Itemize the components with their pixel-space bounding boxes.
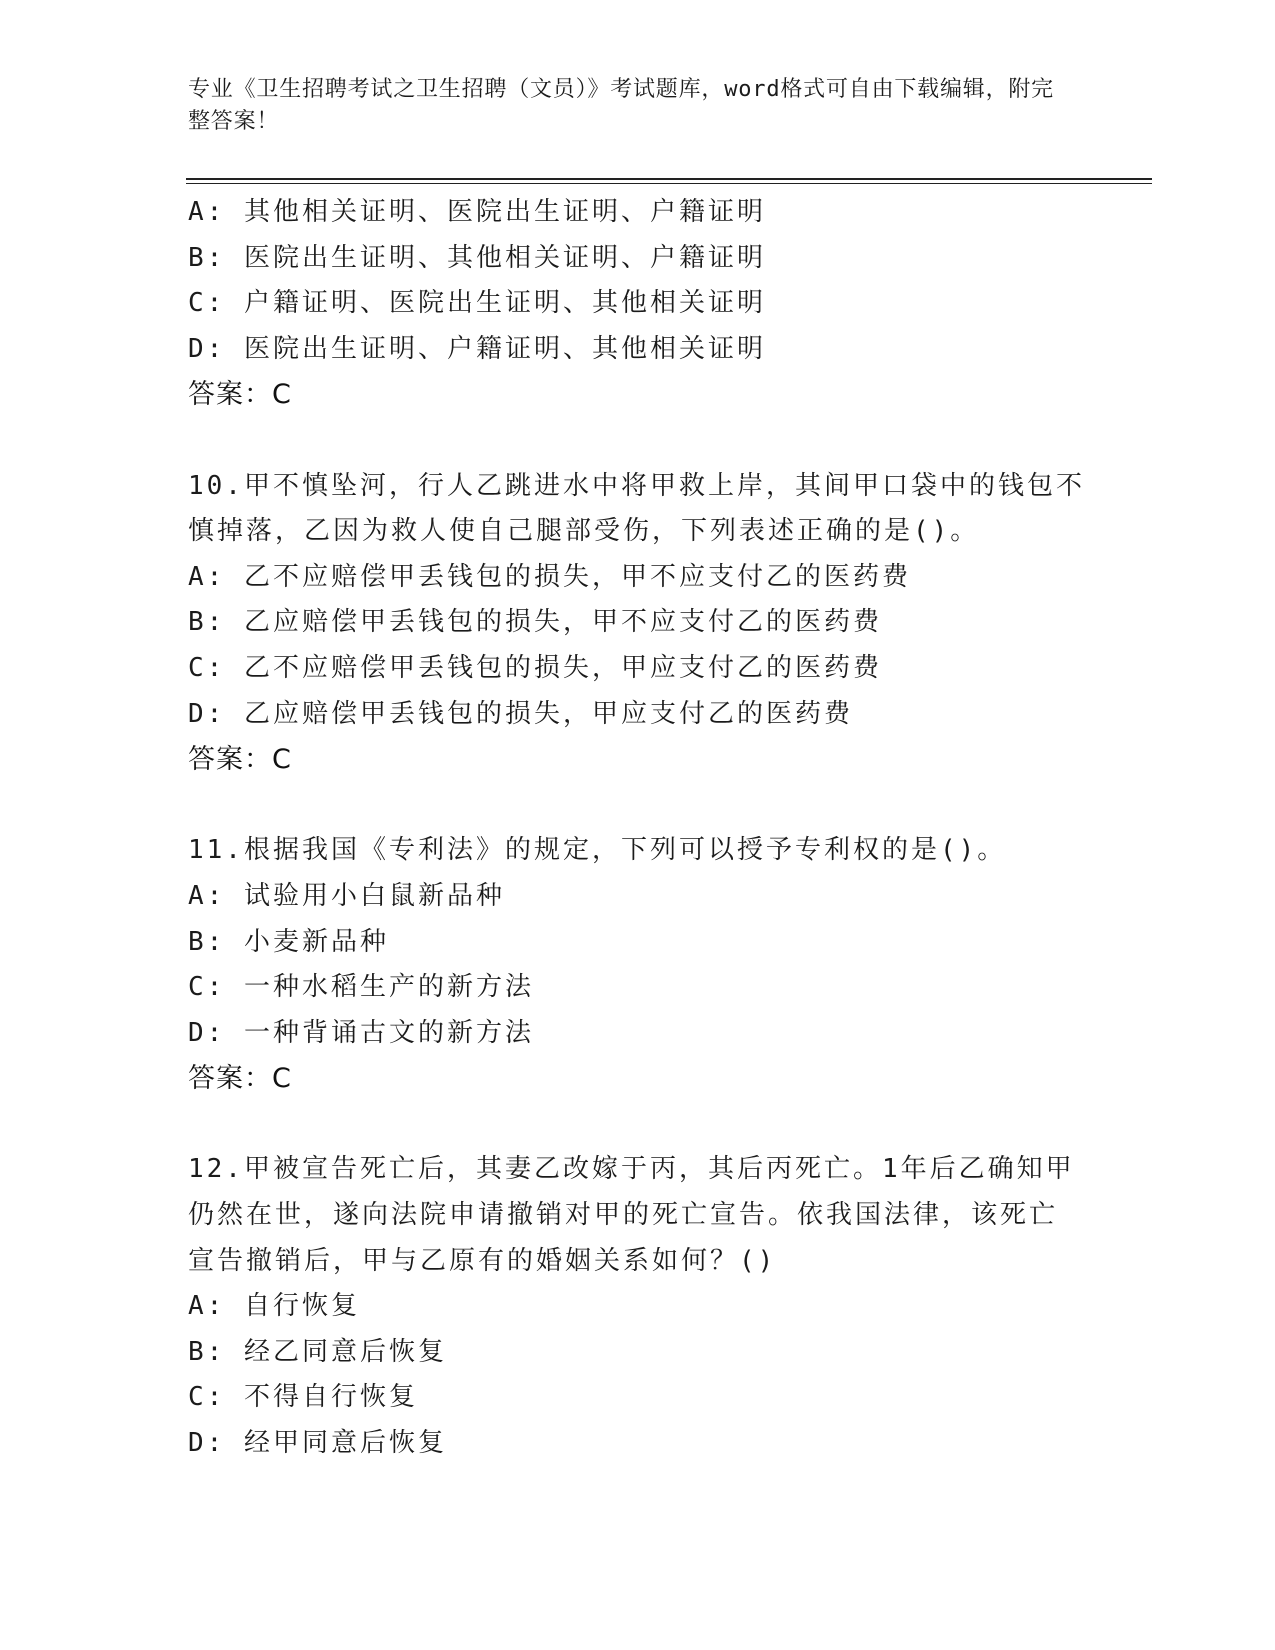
option-c: C: 户籍证明、医院出生证明、其他相关证明 bbox=[188, 288, 766, 319]
option-c: C: 不得自行恢复 bbox=[188, 1382, 418, 1413]
question-text-line: 慎掉落，乙因为救人使自己腿部受伤，下列表述正确的是()。 bbox=[188, 516, 980, 547]
document-header: 专业《卫生招聘考试之卫生招聘（文员）》考试题库，word格式可自由下载编辑，附完整答案！ bbox=[188, 77, 1054, 134]
answer-line: 答案：C bbox=[188, 379, 292, 411]
question-10 bbox=[188, 464, 1088, 783]
option-b: B: 经乙同意后恢复 bbox=[188, 1336, 447, 1367]
question-text-line: 宣告撤销后，甲与乙原有的婚姻关系如何？() bbox=[188, 1245, 777, 1276]
option-c: C: 一种水稻生产的新方法 bbox=[188, 972, 534, 1003]
header-rule-thick bbox=[186, 178, 1152, 180]
question-text-line: 仍然在世，遂向法院申请撤销对甲的死亡宣告。依我国法律，该死亡 bbox=[188, 1200, 1059, 1231]
option-d: D: 经甲同意后恢复 bbox=[188, 1428, 447, 1459]
option-d: D: 乙应赔偿甲丢钱包的损失，甲应支付乙的医药费 bbox=[188, 698, 853, 729]
option-a: A: 其他相关证明、医院出生证明、户籍证明 bbox=[188, 197, 766, 227]
question-list bbox=[188, 190, 1088, 1467]
option-d: D: 医院出生证明、户籍证明、其他相关证明 bbox=[188, 333, 766, 364]
option-b: B: 小麦新品种 bbox=[188, 926, 389, 957]
question-12 bbox=[188, 1147, 1088, 1466]
option-c: C: 乙不应赔偿甲丢钱包的损失，甲应支付乙的医药费 bbox=[188, 652, 882, 683]
partial-question bbox=[188, 190, 1088, 418]
option-a: A: 自行恢复 bbox=[188, 1291, 360, 1322]
answer-line: 答案：C bbox=[188, 744, 292, 776]
option-d: D: 一种背诵古文的新方法 bbox=[188, 1017, 534, 1048]
header-rule-thin bbox=[186, 183, 1152, 184]
answer-line: 答案：C bbox=[188, 1063, 292, 1095]
option-b: B: 乙应赔偿甲丢钱包的损失，甲不应支付乙的医药费 bbox=[188, 607, 882, 638]
question-text-line: 12.甲被宣告死亡后，其妻乙改嫁于丙，其后丙死亡。1年后乙确知甲 bbox=[188, 1154, 1075, 1185]
option-a: A: 试验用小白鼠新品种 bbox=[188, 880, 505, 911]
option-b: B: 医院出生证明、其他相关证明、户籍证明 bbox=[188, 242, 766, 273]
question-11 bbox=[188, 828, 1088, 1102]
option-a: A: 乙不应赔偿甲丢钱包的损失，甲不应支付乙的医药费 bbox=[188, 561, 911, 592]
question-text-line: 10.甲不慎坠河，行人乙跳进水中将甲救上岸，其间甲口袋中的钱包不 bbox=[188, 470, 1085, 501]
question-text-line: 11.根据我国《专利法》的规定，下列可以授予专利权的是()。 bbox=[188, 835, 1007, 866]
